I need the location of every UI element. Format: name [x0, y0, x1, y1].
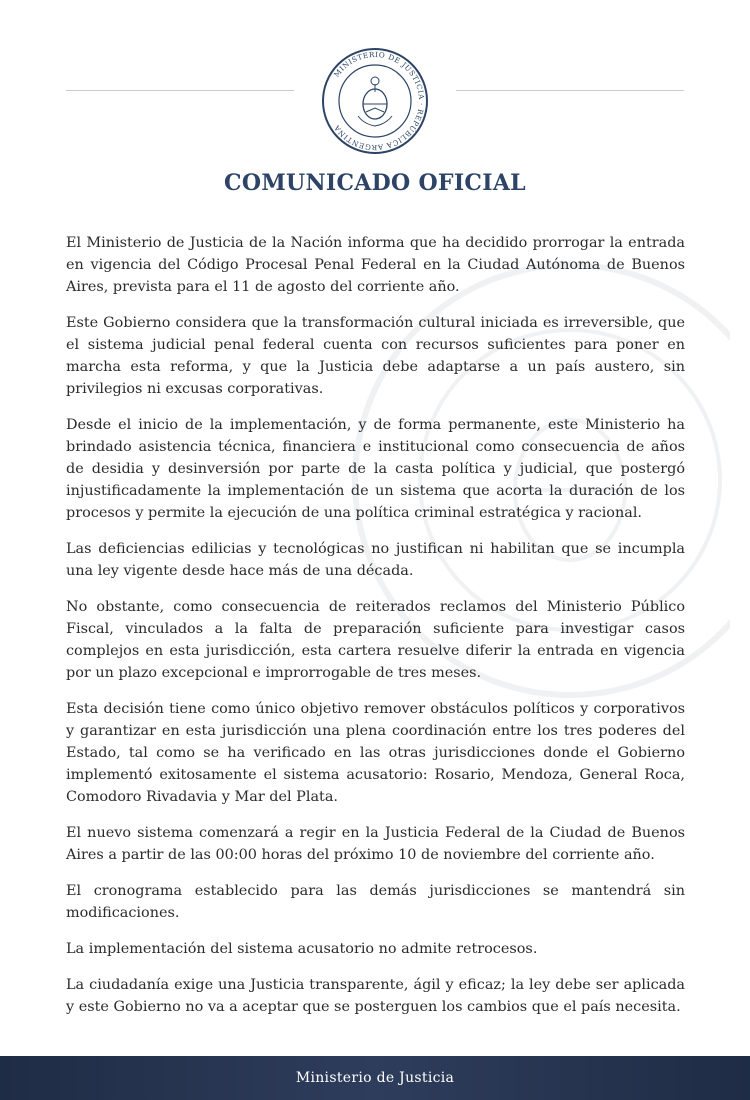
paragraph: El nuevo sistema comenzará a regir en la Justicia Federal de la Ciudad de Buenos Aires a partir de las 00:00 horas del próximo 10 de noviembre del corriente año.: [66, 825, 685, 863]
paragraph: Desde el inicio de la implementación, y de forma permanente, este Ministerio ha brindado asistencia técnica, financiera e institucional como consecuencia de años de desidia y desinversión por parte de la casta política y judicial, que postergó injustificadamente la implementación de un sistema que acorta la duración de los procesos y permite la ejecución de una política criminal estratégica y racional.: [66, 417, 685, 521]
paragraph: Este Gobierno considera que la transformación cultural iniciada es irreversible, que el sistema judicial penal federal cuenta con recursos suficientes para poner en marcha esta reforma, y que la Justicia debe adaptarse a un país austero, sin privilegios ni excusas corporativas.: [66, 315, 685, 397]
page-title: COMUNICADO OFICIAL: [224, 170, 526, 196]
footer-bar: [0, 1056, 750, 1100]
paragraph: El Ministerio de Justicia de la Nación informa que ha decidido prorrogar la entrada en vigencia del Código Procesal Penal Federal en la Ciudad Autónoma de Buenos Aires, prevista para el 11 de agosto del corriente año.: [66, 235, 685, 295]
svg-text:MINISTERIO DE JUSTICIA · REPÚB: MINISTERIO DE JUSTICIA · REPÚBLICA ARGENTINA: [331, 49, 427, 153]
paragraph: Esta decisión tiene como único objetivo remover obstáculos políticos y corporativos y garantizar en esta jurisdicción una plena coordinación entre los tres poderes del Estado, tal como se ha verificado en las otras jurisdicciones donde el Gobierno implementó exitosamente el sistema acusatorio: Rosario, Mendoza, General Roca, Comodoro Rivadavia y Mar del Plata.: [66, 701, 685, 805]
document-body: [66, 232, 685, 1032]
ministry-seal-icon: [320, 46, 430, 156]
paragraph: La implementación del sistema acusatorio no admite retrocesos.: [66, 941, 538, 957]
document-header: [0, 0, 750, 153]
paragraph: La ciudadanía exige una Justicia transparente, ágil y eficaz; la ley debe ser aplicada y este Gobierno no va a aceptar que se posterguen los cambios que el país necesita.: [66, 977, 685, 1015]
header-rule-left: [66, 90, 294, 91]
paragraph: No obstante, como consecuencia de reiterados reclamos del Ministerio Público Fiscal, vinculados a la falta de preparación suficiente para investigar casos complejos en esta jurisdicción, esta cartera resuelve diferir la entrada en vigencia por un plazo excepcional e improrrogable de tres meses.: [66, 599, 685, 681]
footer-label: Ministerio de Justicia: [295, 1070, 455, 1086]
paragraph: El cronograma establecido para las demás jurisdicciones se mantendrá sin modificaciones.: [66, 883, 685, 921]
paragraph: Las deficiencias edilicias y tecnológicas no justifican ni habilitan que se incumpla una ley vigente desde hace más de una década.: [66, 541, 685, 579]
header-rule-right: [456, 90, 684, 91]
